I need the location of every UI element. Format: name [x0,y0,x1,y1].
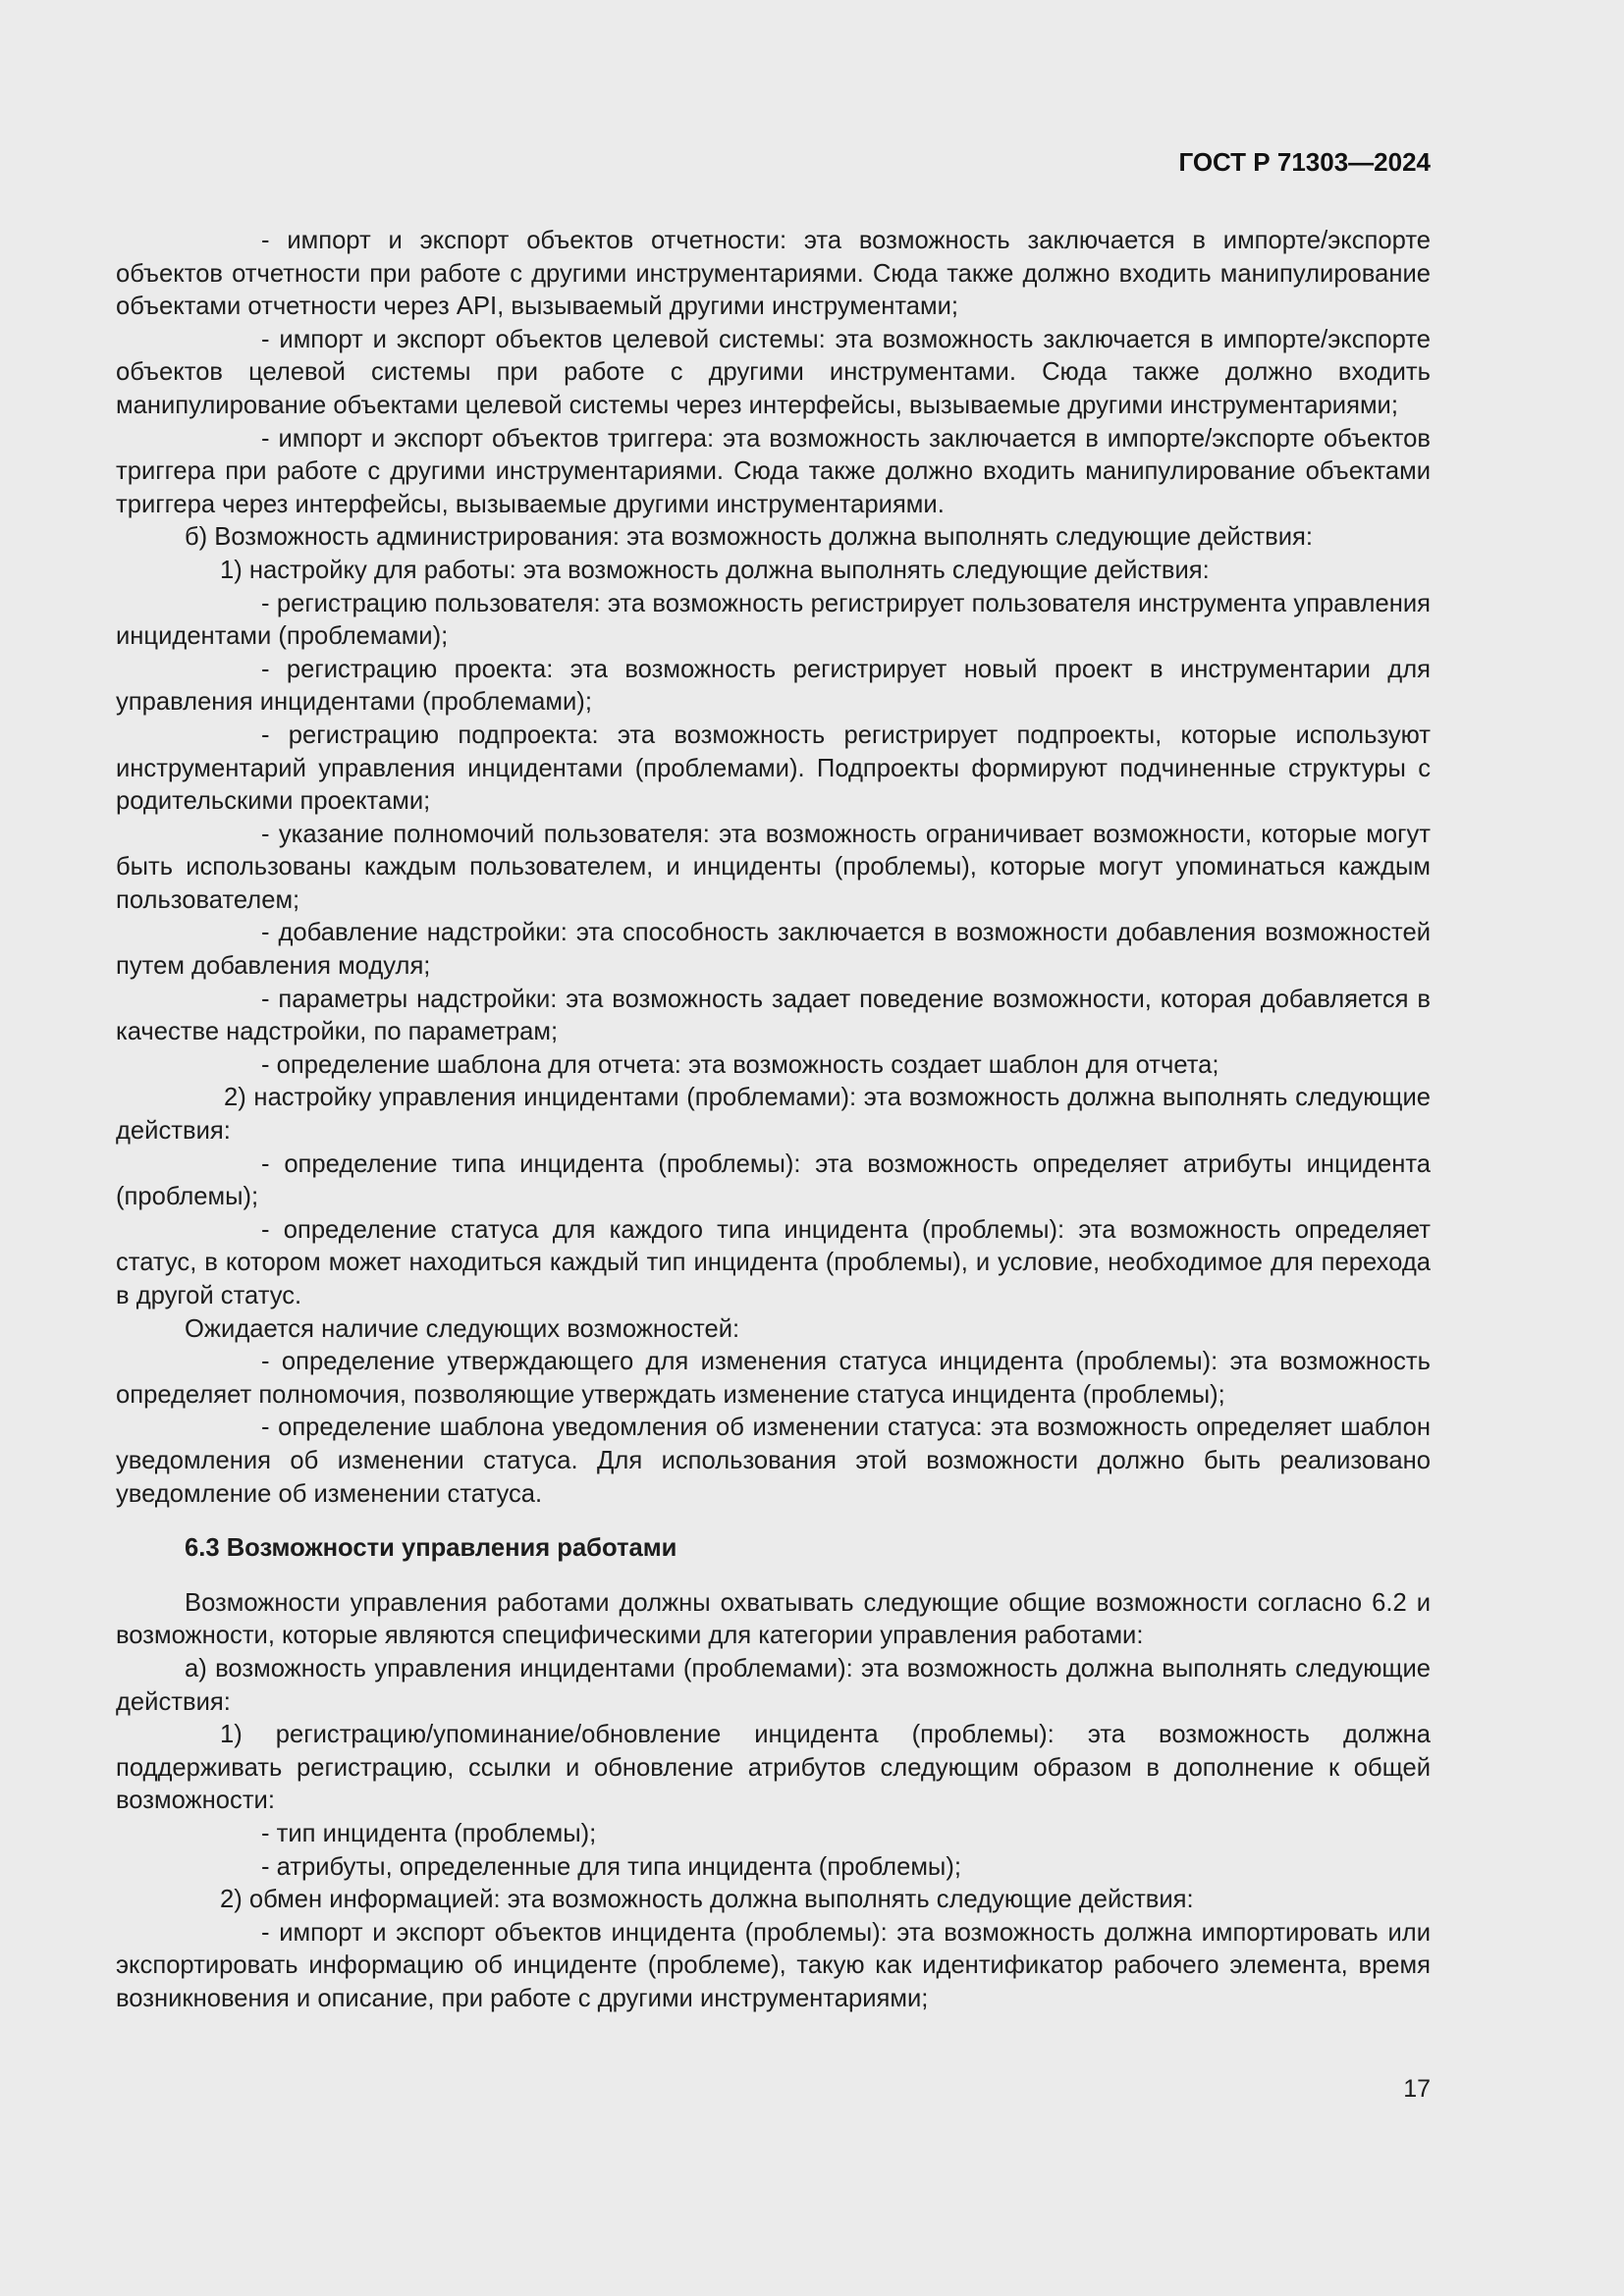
list-item-numbered: 1) регистрацию/упоминание/обновление инцидента (проблемы): эта возможность должна поддерживать регистрацию, ссылки и обновление атрибутов следующим образом в дополнение к общей возможности: [116,1721,1431,1815]
list-item: - импорт и экспорт объектов целевой системы: эта возможность заключается в импорте/экспорте объектов целевой системы при работе с другими инструментами. Сюда также должно входить манипулирование объектами целевой системы через интерфейсы, вызываемые другими инструментариями; [116,325,1431,419]
section-heading: 6.3 Возможности управления работами [185,1534,677,1563]
document-body [116,225,1431,2015]
list-item: - импорт и экспорт объектов отчетности: эта возможность заключается в импорте/экспорте объектов отчетности при работе с другими инструментариями. Сюда также должно входить манипулирование объектами отчетности через API, вызываемый другими инструментами; [116,227,1431,321]
list-item: - регистрацию пользователя: эта возможность регистрирует пользователя инструмента управления инцидентами (проблемами); [116,589,1431,651]
document-id-header: ГОСТ Р 71303—2024 [1178,147,1431,177]
paragraph: Возможности управления работами должны охватывать следующие общие возможности согласно 6.2 и возможности, которые являются специфическими для категории управления работами: [116,1588,1431,1650]
list-item: - параметры надстройки: эта возможность задает поведение возможности, которая добавляется в качестве надстройки, по параметрам; [116,985,1431,1046]
list-item: - указание полномочий пользователя: эта возможность ограничивает возможности, которые могут быть использованы каждым пользователем, и инциденты (проблемы), которые могут упоминаться каждым пользователем; [116,820,1431,914]
list-item-numbered: 2) обмен информацией: эта возможность должна выполнять следующие действия: [220,1886,1194,1914]
list-item-numbered: 1) настройку для работы: эта возможность должна выполнять следующие действия: [220,556,1210,584]
list-item: - импорт и экспорт объектов триггера: эта возможность заключается в импорте/экспорте объектов триггера при работе с другими инструментариями. Сюда также должно входить манипулирование объектами триггера через интерфейсы, вызываемые другими инструментариями. [116,424,1431,518]
list-item: - импорт и экспорт объектов инцидента (проблемы): эта возможность должна импортировать или экспортировать информацию об инциденте (проблеме), такую как идентификатор рабочего элемента, время возникновения и описание, при работе с другими инструментариями; [116,1918,1431,2012]
list-item: - добавление надстройки: эта способность заключается в возможности добавления возможностей путем добавления модуля; [116,919,1431,981]
paragraph: Ожидается наличие следующих возможностей: [185,1314,740,1343]
list-item-lettered: б) Возможность администрирования: эта возможность должна выполнять следующие действия: [185,523,1313,552]
list-item-lettered: а) возможность управления инцидентами (проблемами): эта возможность должна выполнять следующие действия: [116,1654,1431,1716]
list-item: - определение утверждающего для изменения статуса инцидента (проблемы): эта возможность определяет полномочия, позволяющие утверждать изменение статуса инцидента (проблемы); [116,1348,1431,1409]
page-number: 17 [1403,2075,1431,2103]
list-item: - тип инцидента (проблемы); [261,1819,597,1847]
list-item: - определение шаблона для отчета: эта возможность создает шаблон для отчета; [261,1050,1219,1079]
list-item-numbered: 2) настройку управления инцидентами (проблемами): эта возможность должна выполнять следующие действия: [116,1084,1431,1146]
list-item: - определение шаблона уведомления об изменении статуса: эта возможность определяет шаблон уведомления об изменении статуса. Для использования этой возможности должно быть реализовано уведомление об изменении статуса. [116,1414,1431,1508]
list-item: - атрибуты, определенные для типа инцидента (проблемы); [261,1852,961,1881]
list-item: - регистрацию проекта: эта возможность регистрирует новый проект в инструментарии для управления инцидентами (проблемами); [116,655,1431,717]
list-item: - определение статуса для каждого типа инцидента (проблемы): эта возможность определяет статус, в котором может находиться каждый тип инцидента (проблемы), и условие, необходимое для перехода в другой статус. [116,1215,1431,1309]
list-item: - определение типа инцидента (проблемы): эта возможность определяет атрибуты инцидента (проблемы); [116,1149,1431,1211]
list-item: - регистрацию подпроекта: эта возможность регистрирует подпроекты, которые используют инструментарий управления инцидентами (проблемами). Подпроекты формируют подчиненные структуры с родительскими проектами; [116,721,1431,816]
